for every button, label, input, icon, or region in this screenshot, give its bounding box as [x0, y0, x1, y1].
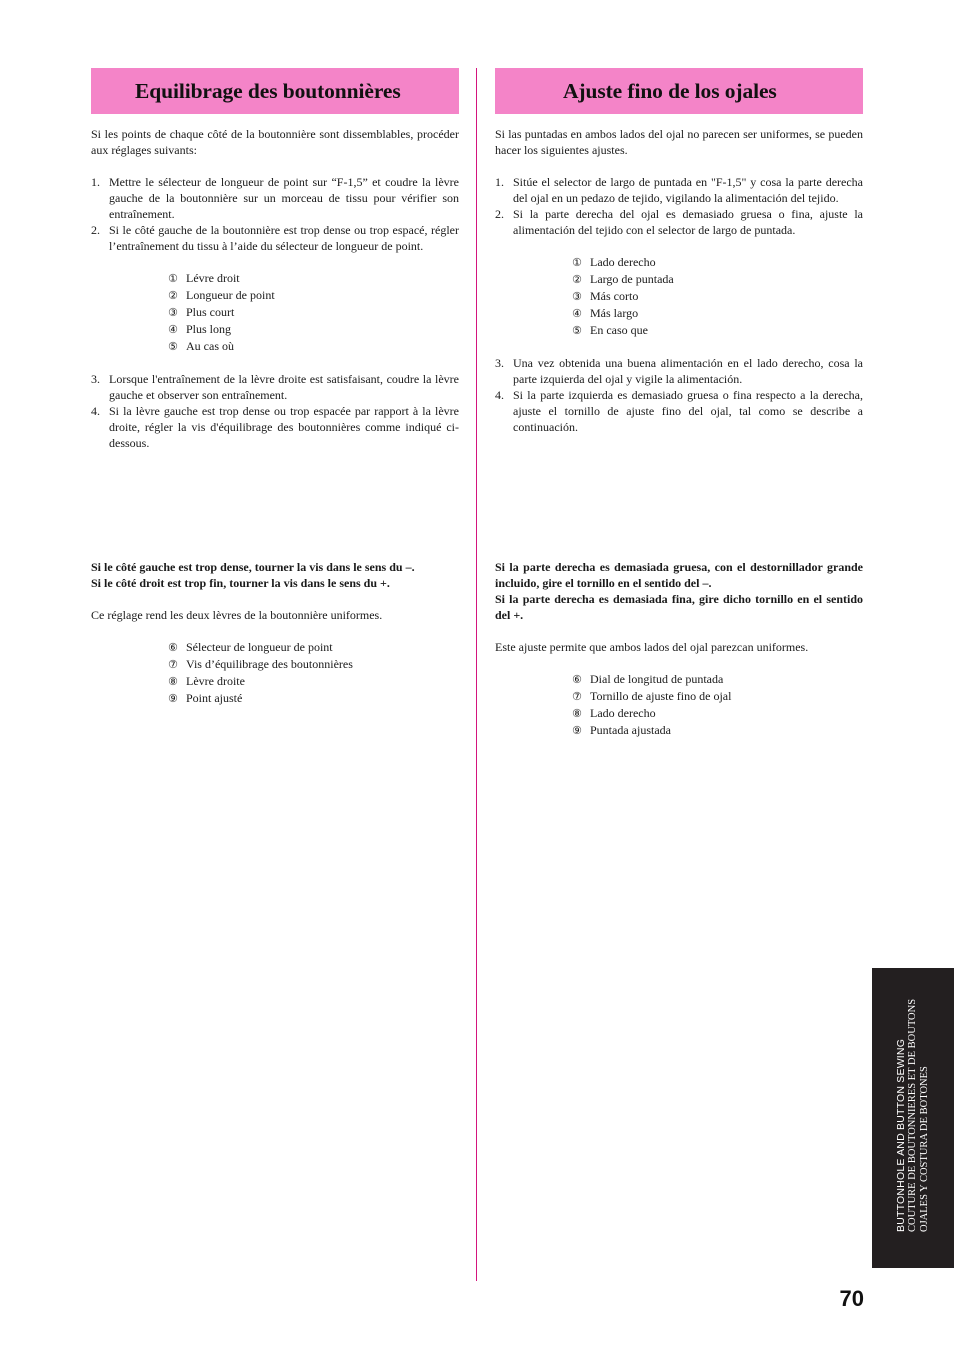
legend-item: ④ Más largo [572, 306, 639, 320]
legend-item: ⑨ Point ajusté [168, 691, 243, 705]
legend-item: ⑥ Dial de longitud de puntada [572, 672, 724, 686]
legend-item: ⑤ Au cas où [168, 339, 234, 353]
legend-item: ⑧ Lèvre droite [168, 674, 245, 688]
french-step-3: 3. Lorsque l'entraînement de la lèvre droite est satisfaisant, coudre la lèvre gauche et observer son entraînement. [91, 372, 459, 402]
french-bold-line-2: Si le côté droit est trop fin, tourner la vis dans le sens du +. [91, 576, 390, 590]
page-number: 70 [839, 1286, 864, 1311]
french-column [91, 68, 459, 705]
chapter-label-english: BUTTONHOLE AND BUTTON SEWING [894, 1038, 907, 1232]
spanish-bold-line-2: Si la parte derecha es demasiada fina, gire dicho tornillo en el sentido del +. [495, 592, 863, 622]
french-bold-line-1: Si le côté gauche est trop dense, tourner la vis dans le sens du –. [91, 560, 415, 574]
spanish-note: Este ajuste permite que ambos lados del ojal parezcan uniformes. [495, 640, 809, 654]
french-step-2: 2. Si le côté gauche de la boutonnière est trop dense ou trop espacé, régler l’entraînement du tissu à l’aide du sélecteur de longueur de point. [91, 223, 459, 253]
french-intro: Si les points de chaque côté de la boutonnière sont dissemblables, procéder aux réglages suivants: [91, 127, 459, 157]
chapter-side-text [872, 968, 954, 1268]
legend-item: ① Lévre droit [168, 271, 240, 285]
spanish-step-2: 2. Si la parte derecha del ojal es demasiado gruesa o fina, ajuste la alimentación del tejido con el selector de largo de puntada. [495, 207, 863, 237]
legend-item: ② Longueur de point [168, 288, 275, 302]
spanish-intro: Si las puntadas en ambos lados del ojal no parecen ser uniformes, se pueden hacer los siguientes ajustes. [495, 127, 863, 157]
chapter-side-tab [872, 968, 954, 1268]
legend-item: ⑧ Lado derecho [572, 706, 656, 720]
french-note: Ce réglage rend les deux lèvres de la boutonnière uniformes. [91, 608, 383, 622]
french-title: Equilibrage des boutonnières [135, 78, 401, 103]
french-title-bar [91, 68, 459, 114]
legend-item: ⑨ Puntada ajustada [572, 723, 671, 737]
spanish-steps-b [495, 355, 863, 435]
legend-item: ④ Plus long [168, 322, 232, 336]
spanish-steps-a [495, 174, 863, 238]
legend-item: ② Largo de puntada [572, 272, 674, 286]
legend-item: ⑦ Vis d’équilibrage des boutonnières [168, 657, 353, 671]
spanish-title-bar [495, 68, 863, 114]
french-step-4: 4. Si la lèvre gauche est trop dense ou trop espacée par rapport à la lèvre droite, régler la vis d'équilibrage des boutonnières comme indiqué ci-dessous. [91, 404, 459, 450]
spanish-column [495, 68, 863, 737]
chapter-label-spanish: OJALES Y COSTURA DE BOTONES [918, 1066, 930, 1232]
legend-item: ⑥ Sélecteur de longueur de point [168, 640, 333, 654]
french-steps-b [91, 371, 459, 451]
legend-item: ③ Plus court [168, 305, 235, 319]
spanish-step-1: 1. Sitúe el selector de largo de puntada en "F-1,5" y cosa la parte derecha del ojal en un pedazo de tejido, vigilando la alimentación del tejido. [495, 175, 863, 205]
french-adjust-block [91, 559, 459, 707]
french-legend-a [168, 270, 459, 355]
spanish-title: Ajuste fino de los ojales [563, 78, 777, 103]
legend-item: ③ Más corto [572, 289, 639, 303]
legend-item: ① Lado derecho [572, 255, 656, 269]
french-legend-b [168, 639, 459, 707]
spanish-step-3: 3. Una vez obtenida una buena alimentación en el lado derecho, cosa la parte izquierda del ojal y vigile la alimentación. [495, 356, 863, 386]
french-step-1: 1. Mettre le sélecteur de longueur de point sur “F-1,5” et coudre la lèvre gauche de la boutonnière sur un morceau de tissu pour vérifier son entraînement. [91, 175, 459, 221]
spanish-step-4: 4. Si la parte izquierda es demasiado gruesa o fina respecto a la derecha, ajuste el tornillo de ajuste fino del ojal, tal como se describe a continuación. [495, 388, 863, 434]
spanish-legend-a [572, 254, 863, 339]
spanish-adjust-block [495, 559, 863, 739]
french-steps-a [91, 174, 459, 254]
spanish-bold-line-1: Si la parte derecha es demasiada gruesa, con el destornillador grande incluido, gire el tornillo en el sentido del –. [495, 560, 863, 590]
chapter-label-french: COUTURE DE BOUTONNIERES ET DE BOUTONS [907, 998, 919, 1232]
legend-item: ⑦ Tornillo de ajuste fino de ojal [572, 689, 732, 703]
legend-item: ⑤ En caso que [572, 323, 648, 337]
spanish-legend-b [572, 671, 863, 739]
column-divider [476, 68, 477, 1281]
